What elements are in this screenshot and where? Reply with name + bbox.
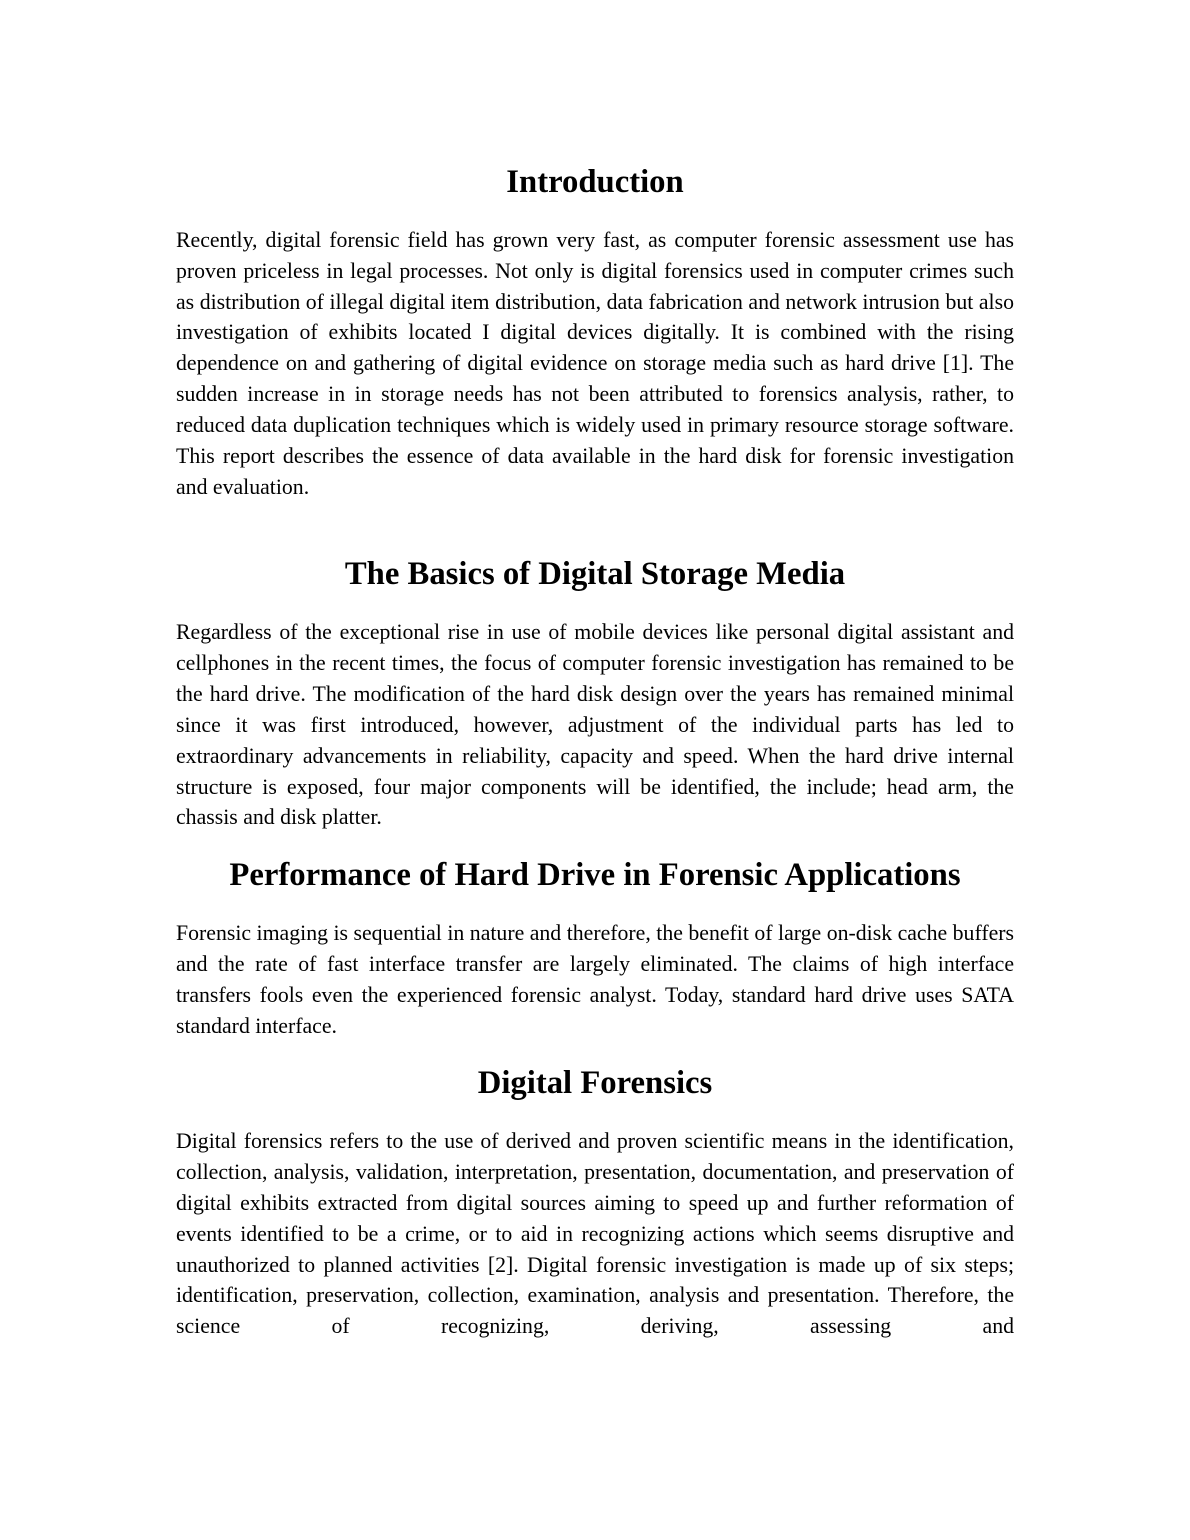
section-heading-digital-forensics: Digital Forensics — [477, 1065, 713, 1102]
document-body — [176, 164, 1014, 1342]
section-heading-performance-of-hard-drive: Performance of Hard Drive in Forensic Applications — [229, 857, 961, 894]
section-heading-basics-of-digital-storage-media: The Basics of Digital Storage Media — [344, 556, 846, 593]
section-body-basics-of-digital-storage-media: Regardless of the exceptional rise in use of mobile devices like personal digital assistant and cellphones in the recent times, the focus of computer forensic investigation has remained to be the hard drive. The modification of the hard disk design over the years has remained minimal since it was first introduced, however, adjustment of the individual parts has led to extraordinary advancements in reliability, capacity and speed. When the hard drive internal structure is exposed, four major components will be identified, the include; head arm, the chassis and disk platter. — [176, 620, 1014, 830]
section-body-introduction: Recently, digital forensic field has grown very fast, as computer forensic assessment use has proven priceless in legal processes. Not only is digital forensics used in computer crimes such as distribution of illegal digital item distribution, data fabrication and network intrusion but also investigation of exhibits located I digital devices digitally. It is combined with the rising dependence on and gathering of digital evidence on storage media such as hard drive [1]. The sudden increase in in storage needs has not been attributed to forensics analysis, rather, to reduced data duplication techniques which is widely used in primary resource storage software. This report describes the essence of data available in the hard disk for forensic investigation and evaluation. — [176, 227, 1014, 499]
section-heading-introduction: Introduction — [506, 164, 684, 200]
section-body-digital-forensics: Digital forensics refers to the use of derived and proven scientific means in the identification, collection, analysis, validation, interpretation, presentation, documentation, and preservation of digital exhibits extracted from digital sources aiming to speed up and further reformation of events identified to be a crime, or to aid in recognizing actions which seems disruptive and unauthorized to planned activities [2]. Digital forensic investigation is made up of six steps; identification, preservation, collection, examination, analysis and presentation. Therefore, the science of recognizing, deriving, assessing and — [176, 1129, 1014, 1339]
section-body-performance-of-hard-drive: Forensic imaging is sequential in nature and therefore, the benefit of large on-disk cache buffers and the rate of fast interface transfer are largely eliminated. The claims of high interface transfers fools even the experienced forensic analyst. Today, standard hard drive uses SATA standard interface. — [176, 921, 1014, 1038]
